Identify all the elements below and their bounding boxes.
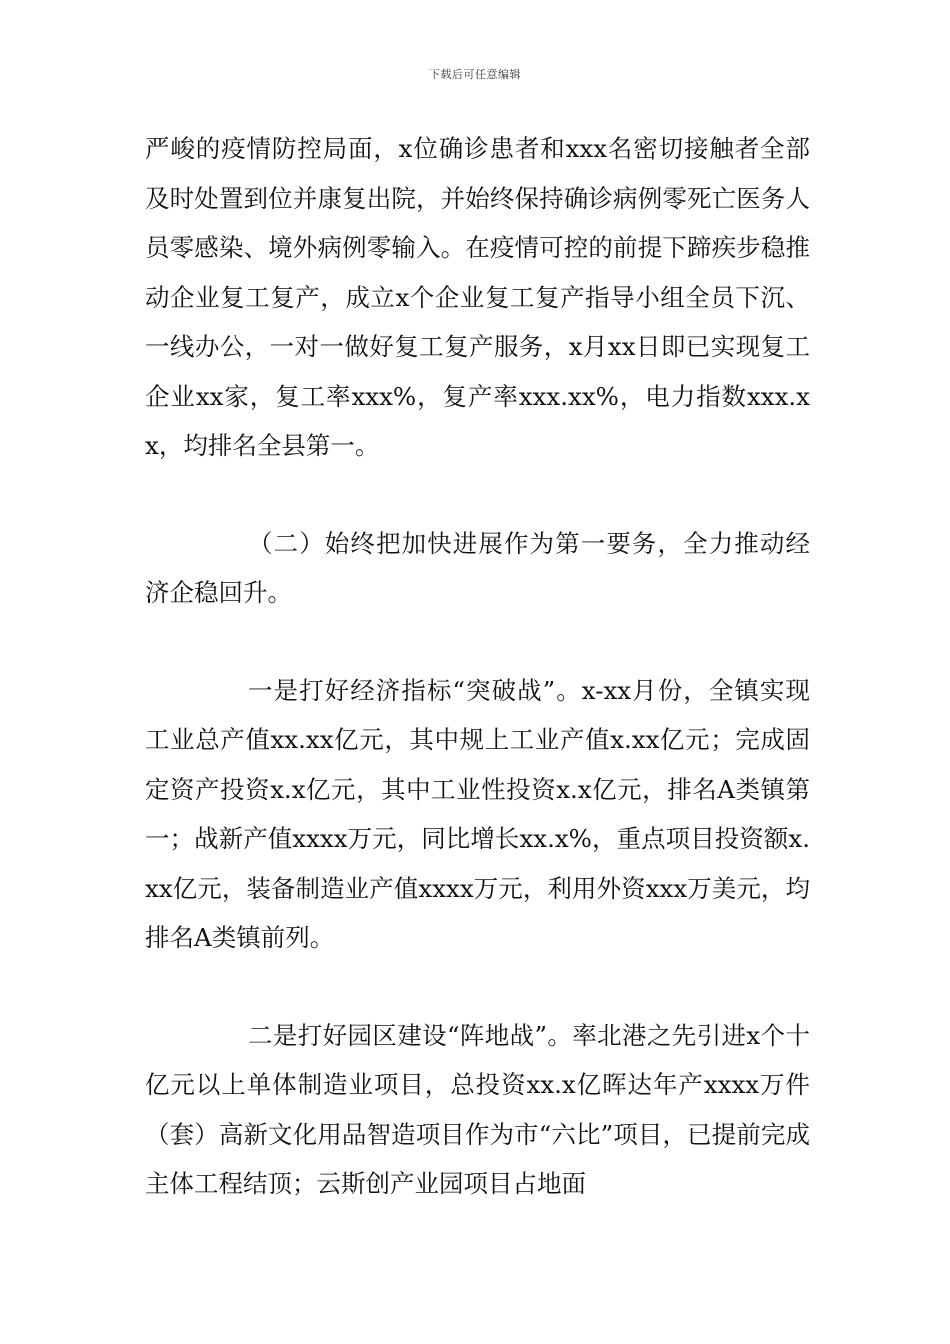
paragraph-epidemic-control: 严峻的疫情防控局面，x位确诊患者和xxx名密切接触者全部及时处置到位并康复出院，并始终保持确诊病例零死亡医务人员零感染、境外病例零输入。在疫情可控的前提下蹄疾步稳推动企业复工复产，成立x个企业复工复产指导小组全员下沉、一线办公，一对一做好复工复产服务，x月xx日即已实现复工企业xx家，复工率xxx%，复产率xxx.xx%，电力指数xxx.xx，均排名全县第一。: [145, 134, 810, 460]
paragraph-economic-indicators: 一是打好经济指标“突破战”。x-xx月份，全镇实现工业总产值xx.xx亿元，其中规上工业产值x.xx亿元；完成固定资产投资x.x亿元，其中工业性投资x.x亿元，排名A类镇第一；战新产值xxxx万元，同比增长xx.x%，重点项目投资额x.xx亿元，装备制造业产值xxxx万元，利用外资xxx万美元，均排名A类镇前列。: [145, 675, 810, 952]
page-header-note: 下载后可任意编辑: [429, 68, 521, 81]
paragraph-park-construction: 二是打好园区建设“阵地战”。率北港之先引进x个十亿元以上单体制造业项目，总投资xx.x亿晖达年产xxxx万件（套）高新文化用品智造项目作为市“六比”项目，已提前完成主体工程结顶；云斯创产业园项目占地面: [145, 1020, 810, 1198]
section-heading-two: （二）始终把加快进展作为第一要务，全力推动经济企稳回升。: [145, 528, 810, 607]
document-body: [145, 124, 810, 1209]
